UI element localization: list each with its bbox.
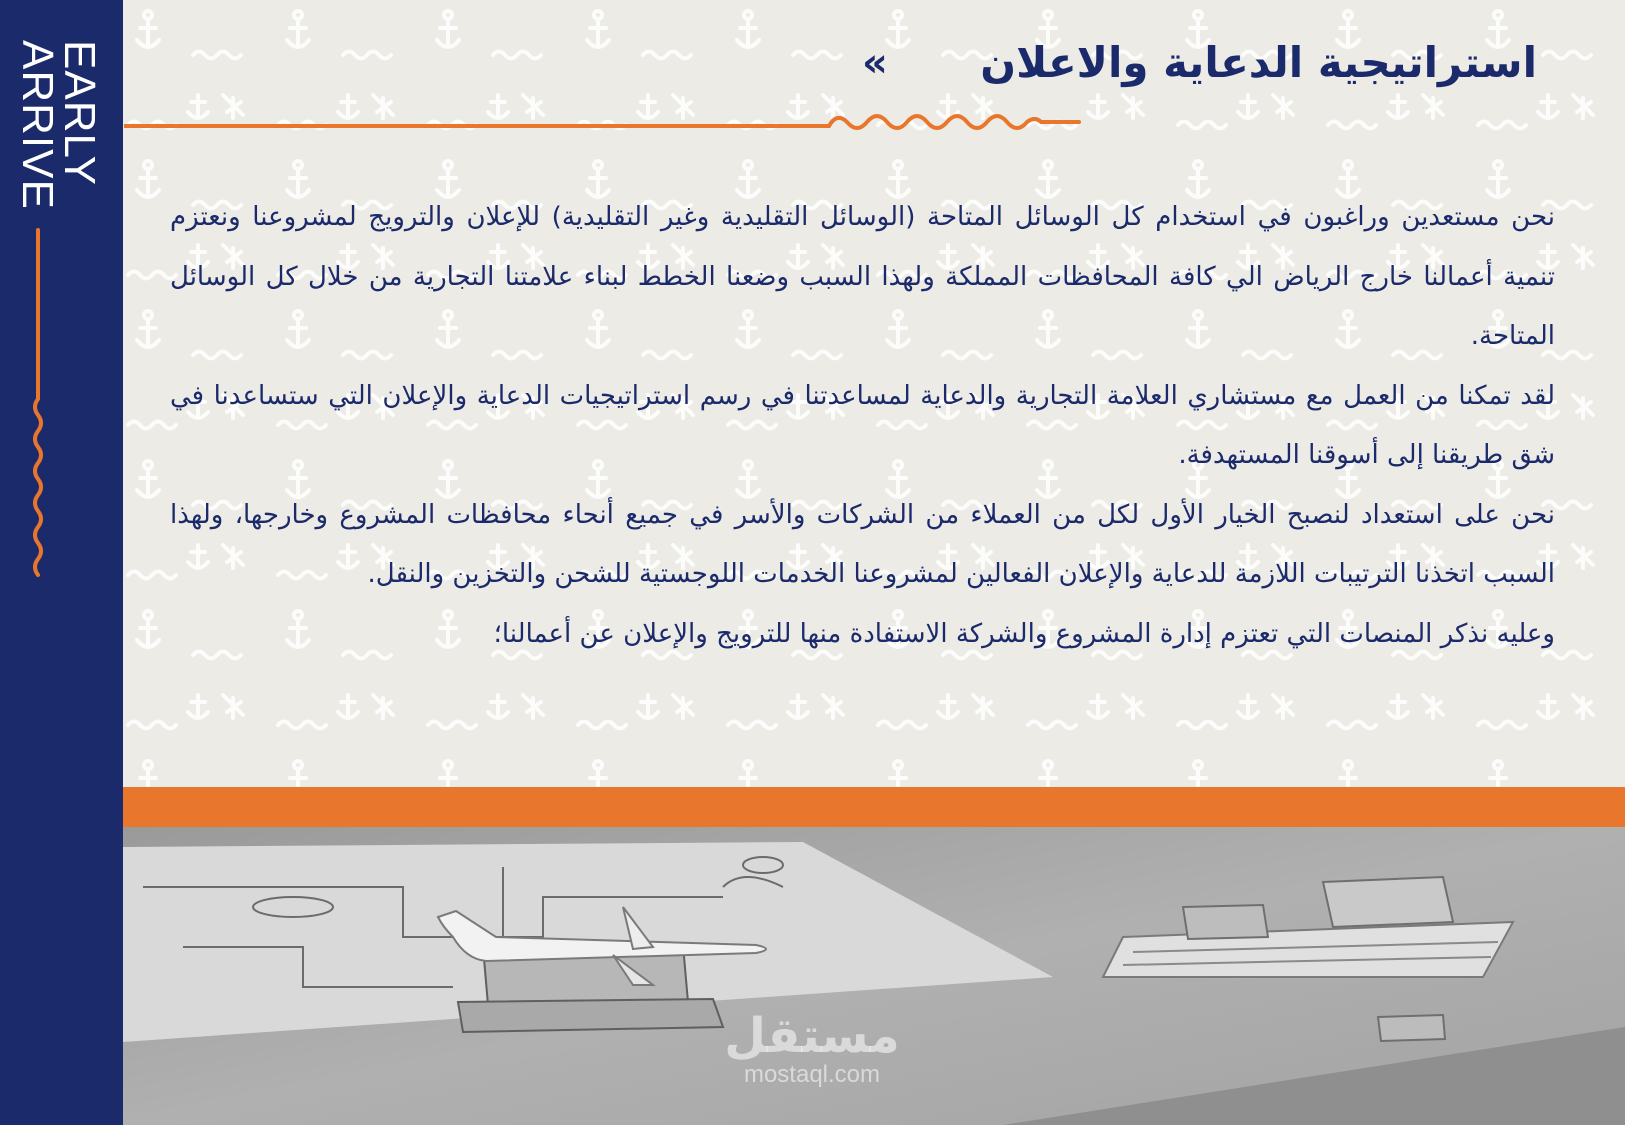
brand-line-1: EARLY (55, 40, 104, 187)
sidebar-wave-line (0, 0, 123, 600)
watermark-arabic: مستقل (724, 1008, 900, 1064)
strategy-body (170, 188, 1555, 664)
brand-sidebar (0, 0, 123, 1125)
page-title: استراتيجية الدعاية والاعلان (980, 38, 1537, 87)
paragraph-4: وعليه نذكر المنصات التي تعتزم إدارة المشروع والشركة الاستفادة منها للترويج والإعلان عن أعمالنا؛ (493, 618, 1555, 649)
watermark (712, 1010, 912, 1088)
brand-line-2: ARRIVE (13, 40, 62, 210)
paragraph-2: لقد تمكنا من العمل مع مستشاري العلامة التجارية والدعاية لمساعدتنا في رسم استراتيجيات الدعاية والإعلان التي ستساعدنا في شق طريقنا إلى أسوقنا المستهدفة. (170, 380, 1555, 470)
title-quote-mark: « (862, 40, 888, 86)
paragraph-3: نحن على استعداد لنصبح الخيار الأول لكل من العملاء من الشركات والأسر في جميع أنحاء محافظات المشروع وخارجها، ولهذا السبب اتخذنا الترتيبات اللازمة للدعاية والإعلان الفعالين لمشروعنا الخدمات اللوجستية للشحن والتخزين والنقل. (170, 499, 1555, 589)
paragraph-1: نحن مستعدين وراغبون في استخدام كل الوسائل المتاحة (الوسائل التقليدية وغير التقليدية) للإعلان والترويج لمشروعنا ونعتزم تنمية أعمالنا خارج الرياض الي كافة المحافظات المملكة ولهذا السبب وضعنا الخطط لبناء علامتنا التجارية من خلال كل الوسائل المتاحة. (170, 202, 1555, 351)
watermark-latin: mostaql.com (743, 1061, 881, 1088)
orange-band (123, 787, 1625, 827)
title-underline (124, 104, 1084, 134)
